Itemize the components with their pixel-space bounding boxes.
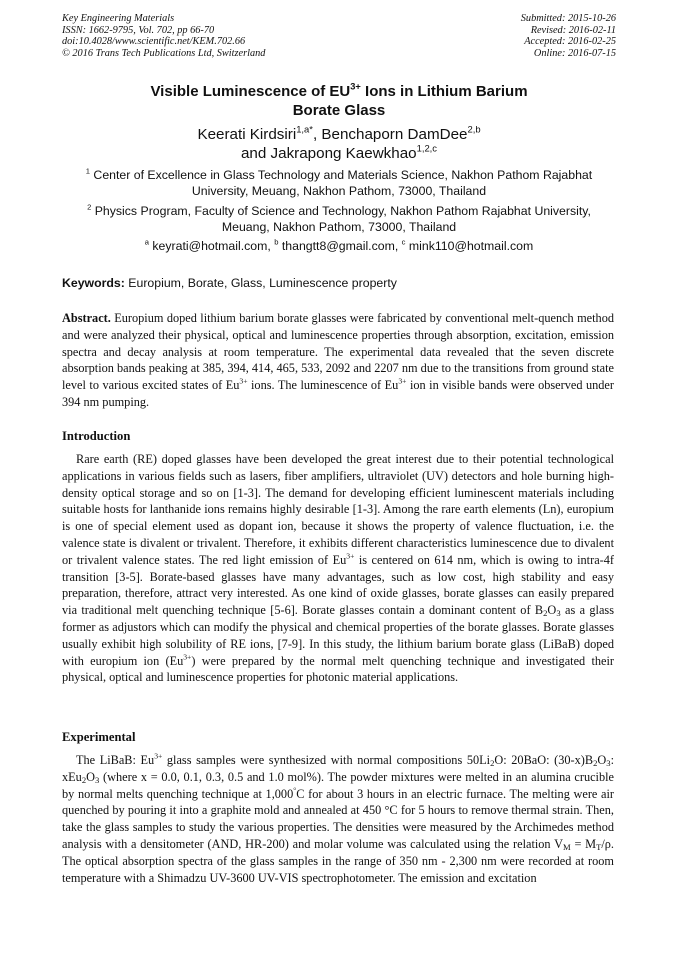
experimental-paragraph	[62, 752, 614, 886]
exp-sub3: 3	[606, 758, 611, 769]
affiliation-2-line1: Physics Program, Faculty of Science and Technology, Nakhon Pathom Rajabhat University,	[91, 204, 591, 218]
abstract-t2: ions. The luminescence of Eu	[247, 378, 399, 393]
keywords-line	[62, 276, 616, 290]
author-2-sup: 2,b	[467, 123, 481, 135]
experimental-heading: Experimental	[62, 730, 136, 744]
submitted-date: Submitted: 2015-10-26	[520, 13, 616, 24]
abstract-label: Abstract.	[62, 311, 111, 325]
affiliation-1-line2: University, Meuang, Nakhon Pathom, 73000, Thailand	[191, 183, 487, 198]
exp-t4: O	[597, 753, 607, 767]
intro-sup1: 3+	[346, 551, 355, 561]
exp-t2: glass samples were synthesized with normal compositions 50Li	[162, 753, 491, 767]
exp-t1: The LiBaB: Eu	[76, 753, 155, 767]
paper-title	[62, 82, 616, 120]
online-date: Online: 2016-07-15	[533, 47, 616, 59]
title-part1: Visible Luminescence of EU	[150, 83, 351, 100]
email-b-sup: b	[274, 237, 279, 247]
email-a-sup: a	[144, 237, 149, 247]
affiliation-1	[62, 168, 616, 199]
journal-name: Key Engineering Materials	[62, 13, 175, 24]
affiliation-2-num: 2	[87, 202, 92, 212]
exp-t5: : xEu	[62, 753, 614, 784]
title-sup: 3+	[350, 81, 361, 92]
exp-sub5: 3	[95, 774, 100, 785]
author-1-sup: 1,a*	[296, 123, 313, 135]
introduction-text	[62, 451, 614, 686]
intro-t1: Rare earth (RE) doped glasses have been developed the great interest due to their potential technological applications in various fields such as lasers, fiber amplifiers, ultraviolet (UV) detectors and hole burning high-density optical storage and so on [1-3]. The demand for developing efficient luminescent materials including suitable hosts for lanthanide ions remains highly desirable [1-3]. Among the rare earth elements (Ln), europium is one of special element used as dopant ion, because it shows the property of valence fluctuation, i.e. the valence state is divalent or trivalent. Therefore, it exhibits different characteristics luminescence due to divalent or trivalent valence states. The red light emission of Eu	[62, 452, 614, 567]
author-list	[62, 125, 616, 163]
exp-t10: /ρ. The optical absorption spectra of the glass samples in the range of 350 nm - 2,300 nm were recorded at room temperature with a Shimadzu UV-3600 UV-VIS spectrophotometer. The emission and excitation	[62, 836, 614, 885]
keywords-label: Keywords:	[62, 276, 125, 290]
email-c: mink110@hotmail.com	[405, 239, 534, 253]
title-part2: Ions in Lithium Barium	[360, 83, 528, 100]
intro-t3: O	[547, 603, 557, 618]
affiliation-2	[62, 204, 616, 235]
exp-t3: O: 20BaO: (30-x)B	[494, 753, 594, 767]
intro-t4: as a glass former as adjustors which can modify the physical and chemical properties of the borate glasses. Borate glasses usually exhibit high solubility of RE ions, [7-9]. In this study, the lithium barium borate glass (LiBaB) doped with europium ion (Eu	[62, 603, 614, 668]
exp-t6: O	[86, 769, 96, 784]
exp-sub6: M	[563, 842, 571, 853]
intro-t5: ) were prepared by the normal melt quenching technique and investigated their physical, optical and luminescence properties for photonic material applications.	[62, 653, 614, 685]
exp-sub7: T	[596, 842, 602, 853]
abstract-text	[62, 310, 614, 411]
exp-sup2: °	[293, 785, 297, 795]
title-line2: Borate Glass	[292, 102, 386, 119]
email-list	[62, 239, 616, 255]
abstract-sup1: 3+	[239, 376, 248, 386]
affiliation-1-num: 1	[85, 166, 91, 176]
exp-sup1: 3+	[154, 751, 163, 761]
intro-t2: is centered on 614 nm, which is owing to intra-4f transition [3-5]. Borate-based glasses have many advantages, such as low cost, high stability and easy preparation, therefore, attract very interested. As one kind of oxide glasses, borate glasses can easily prepared via traditional melt quenching technique [5-6]. Borate glasses contain a dominant content of B	[62, 552, 614, 618]
exp-sub2: 2	[593, 758, 598, 769]
header-left	[62, 13, 265, 59]
affiliation-2-line2: Meuang, Nakhon Pathom, 73000, Thailand	[221, 219, 457, 234]
abstract-t1: Europium doped lithium barium borate glasses were fabricated by conventional melt-quench method and were analyzed their physical, optical and luminescence properties through absorption, excitation, emission spectra and decay analysis at room temperature. The experimental data revealed that the seven discrete absorption bands peaking at 385, 394, 414, 465, 533, 2092 and 2207 nm due to the transitions from ground state level to various excited states of Eu	[62, 311, 614, 393]
exp-sub4: 2	[81, 774, 87, 785]
author-1: Keerati Kirdsiri	[197, 126, 297, 143]
author-and: and	[240, 145, 271, 162]
copyright-info: © 2016 Trans Tech Publications Ltd, Switzerland	[62, 47, 266, 59]
header-right	[521, 13, 616, 59]
abstract-sup2: 3+	[398, 376, 407, 386]
exp-t9: = M	[570, 836, 597, 851]
keywords-text: Europium, Borate, Glass, Luminescence property	[124, 276, 397, 290]
exp-t7: (where x = 0.0, 0.1, 0.3, 0.5 and 1.0 mol%). The powder mixtures were melted in an alumina crucible by normal melts quenching technique at 1,000	[62, 769, 614, 801]
email-b: thangtt8@gmail.com,	[278, 239, 402, 253]
doi-info: doi:10.4028/www.scientific.net/KEM.702.66	[62, 36, 246, 48]
intro-sub2: 3	[556, 608, 561, 619]
author-sep: ,	[312, 126, 322, 143]
revised-date: Revised: 2016-02-11	[530, 24, 616, 36]
issn-info: ISSN: 1662-9795, Vol. 702, pp 66-70	[62, 24, 215, 36]
author-2: Benchaporn DamDee	[321, 126, 468, 143]
exp-sub1: 2	[490, 758, 495, 769]
introduction-paragraph	[62, 451, 614, 686]
affiliation-1-line1: Center of Excellence in Glass Technology and Materials Science, Nakhon Pathom Rajabhat	[90, 168, 593, 182]
email-c-sup: c	[401, 237, 406, 247]
experimental-text	[62, 752, 614, 886]
abstract-t3: ion in visible bands were observed under 394 nm pumping.	[62, 378, 614, 409]
email-a: keyrati@hotmail.com,	[148, 239, 275, 253]
author-3: Jakrapong Kaewkhao	[270, 145, 417, 162]
intro-sub1: 2	[543, 608, 548, 619]
introduction-heading: Introduction	[62, 429, 131, 443]
author-3-sup: 1,2,c	[416, 142, 438, 154]
accepted-date: Accepted: 2016-02-25	[524, 36, 616, 48]
exp-t8: C for about 3 hours in an electric furnace. The melting were air quenched by pouring it into a graphite mold and annealed at 450 °C for 5 hours to remove thermal strain. Then, take the glass samples to study the various properties. The densities were measured by the Archimedes method analysis with a densitometer (AND, HR-200) and molar volume was calculated using the relation V	[62, 786, 614, 851]
intro-sup2: 3+	[183, 652, 192, 662]
abstract-paragraph	[62, 310, 614, 411]
